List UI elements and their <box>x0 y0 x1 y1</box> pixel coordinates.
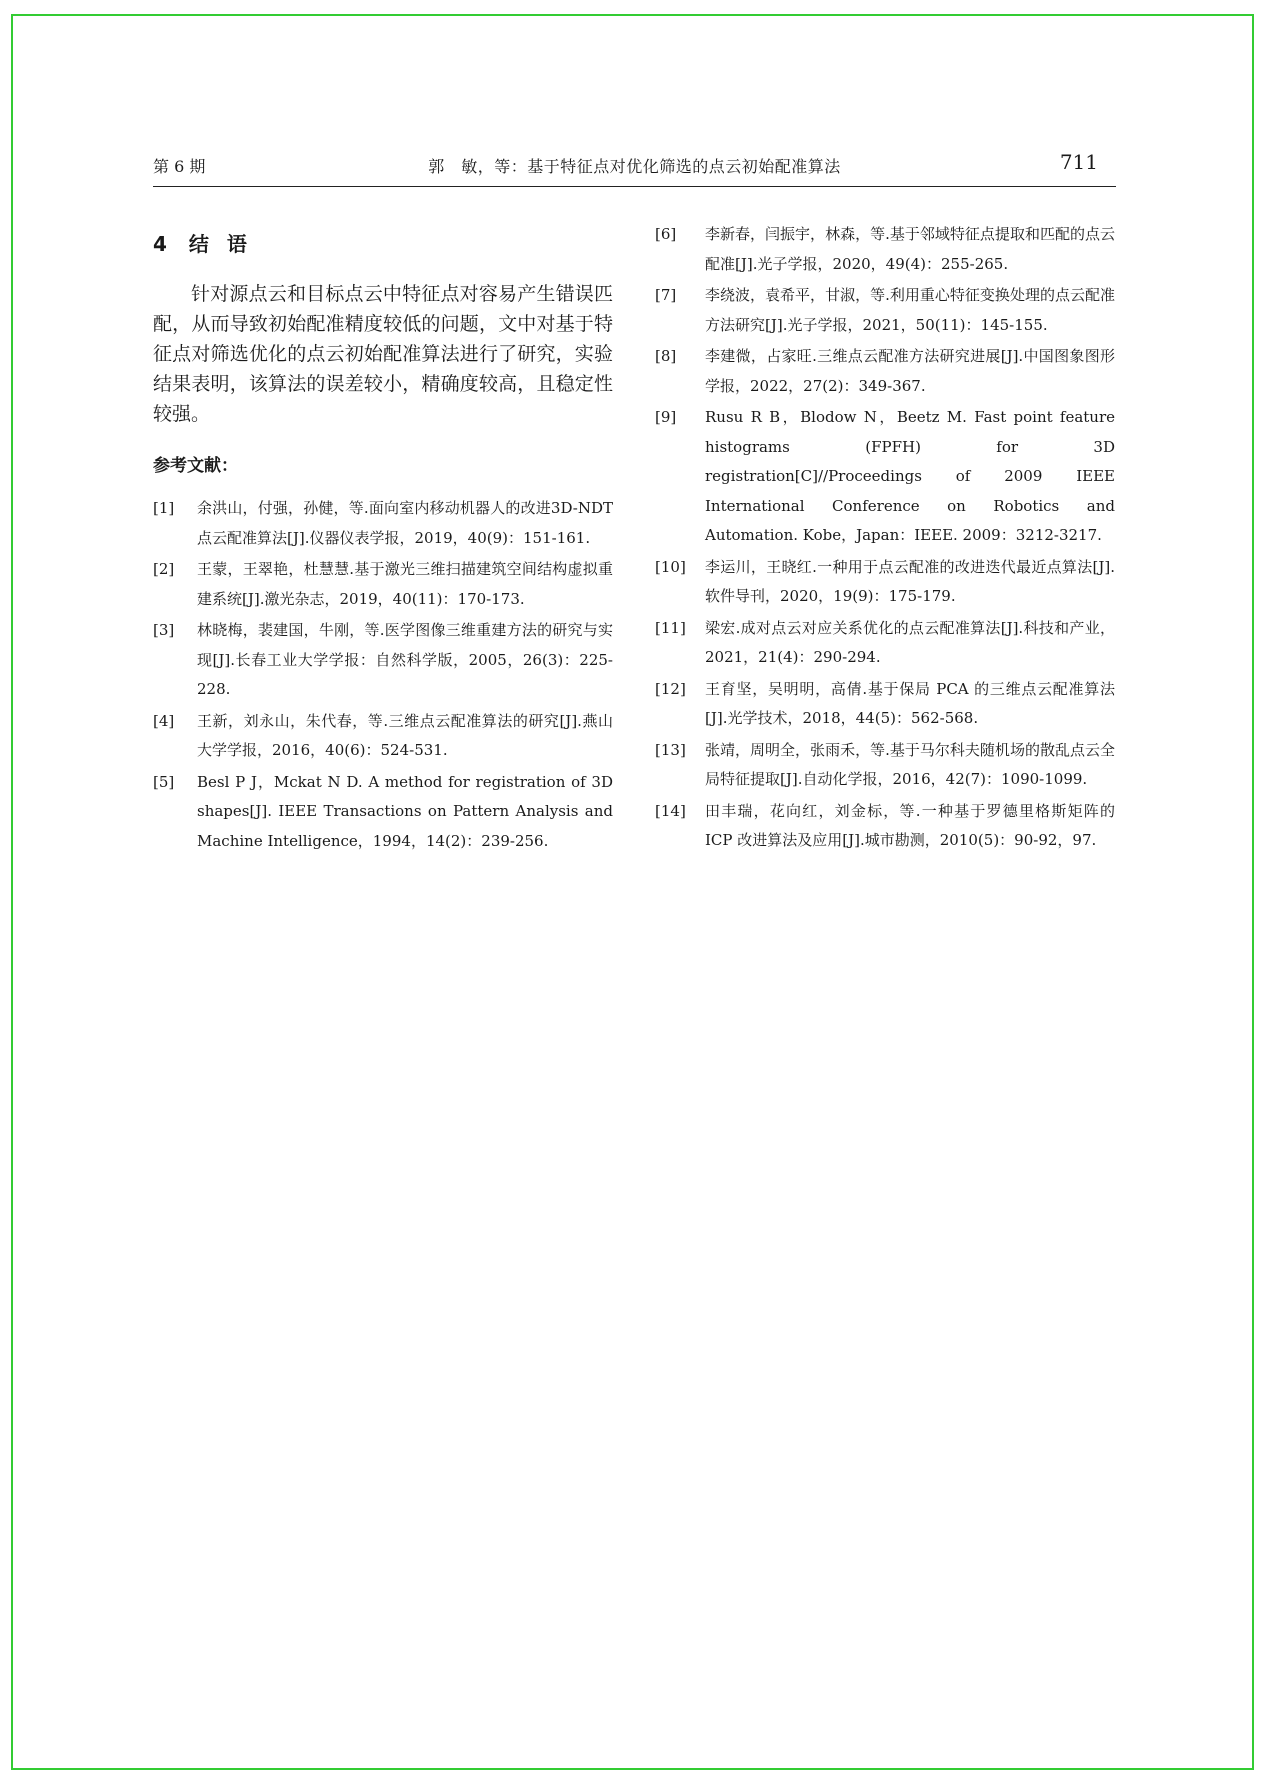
reference-item <box>655 403 1115 551</box>
reference-label: [6] <box>655 225 677 243</box>
reference-text: 林晓梅，裴建国，牛刚，等.医学图像三维重建方法的研究与实现[J].长春工业大学学报：自然科学版，2005，26(3)：225-228. <box>197 621 613 698</box>
reference-label: [13] <box>655 740 686 759</box>
reference-label: [4] <box>153 711 175 730</box>
reference-item <box>153 555 613 614</box>
reference-label: [7] <box>655 286 677 304</box>
reference-label: [10] <box>655 557 686 576</box>
left-column <box>153 220 613 858</box>
reference-text: 田丰瑞，花向红，刘金标，等.一种基于罗德里格斯矩阵的 ICP 改进算法及应用[J].城市勘测，2010(5)：90-92，97. <box>705 801 1115 849</box>
reference-label: [1] <box>153 499 175 517</box>
reference-text: 李建微，占家旺.三维点云配准方法研究进展[J].中国图象图形学报，2022，27(2)：349-367. <box>705 347 1115 395</box>
section-number: 4 <box>153 232 167 256</box>
reference-label: [8] <box>655 347 677 365</box>
issue-label: 第 6 期 <box>153 157 206 176</box>
reference-label: [14] <box>655 801 686 820</box>
reference-item <box>153 768 613 857</box>
reference-item <box>655 614 1115 673</box>
reference-item <box>655 675 1115 734</box>
reference-item <box>655 736 1115 795</box>
reference-item <box>655 220 1115 279</box>
conclusion-paragraph: 针对源点云和目标点云中特征点对容易产生错误匹配，从而导致初始配准精度较低的问题，文中对基于特征点对筛选优化的点云初始配准算法进行了研究，实验结果表明，该算法的误差较小，精确度较高，且稳定性较强。 <box>153 283 613 425</box>
reference-label: [9] <box>655 408 677 426</box>
page-number: 711 <box>1059 150 1098 174</box>
reference-item <box>655 553 1115 612</box>
reference-label: [11] <box>655 618 686 637</box>
reference-text: 张靖，周明全，张雨禾，等.基于马尔科夫随机场的散乱点云全局特征提取[J].自动化学报，2016，42(7)：1090-1099. <box>705 740 1115 788</box>
reference-text: 李运川，王晓红.一种用于点云配准的改进迭代最近点算法[J].软件导刊，2020，19(9)：175-179. <box>705 557 1115 605</box>
reference-text: 余洪山，付强，孙健，等.面向室内移动机器人的改进3D-NDT 点云配准算法[J].仪器仪表学报，2019，40(9)：151-161. <box>197 499 613 547</box>
reference-item <box>655 342 1115 401</box>
reference-item <box>655 281 1115 340</box>
reference-label: [12] <box>655 679 686 698</box>
running-header <box>153 150 1116 187</box>
reference-item <box>655 797 1115 856</box>
reference-label: [5] <box>153 772 175 791</box>
reference-text: 王蒙，王翠艳，杜慧慧.基于激光三维扫描建筑空间结构虚拟重建系统[J].激光杂志，2019，40(11)：170-173. <box>197 560 613 608</box>
section-heading <box>153 228 613 257</box>
reference-text: 李绕波，袁希平，甘淑，等.利用重心特征变换处理的点云配准方法研究[J].光子学报，2021，50(11)：145-155. <box>705 286 1115 334</box>
section-title: 结语 <box>188 232 265 256</box>
reference-label: [2] <box>153 560 175 578</box>
reference-text: 梁宏.成对点云对应关系优化的点云配准算法[J].科技和产业，2021，21(4)：290-294. <box>705 618 1115 666</box>
reference-label: [3] <box>153 621 175 639</box>
reference-item <box>153 707 613 766</box>
reference-text: 王育坚，吴明明，高倩.基于保局 PCA 的三维点云配准算法[J].光学技术，2018，44(5)：562-568. <box>705 679 1115 727</box>
right-column <box>655 220 1115 858</box>
reference-item <box>153 494 613 553</box>
running-title: 郭 敏，等：基于特征点对优化筛选的点云初始配准算法 <box>428 157 841 176</box>
reference-text: 王新，刘永山，朱代春，等.三维点云配准算法的研究[J].燕山大学学报，2016，40(6)：524-531. <box>197 711 613 759</box>
reference-text: Besl P J，Mckat N D. A method for registration of 3D shapes[J]. IEEE Transactions on Pattern Analysis and Machine Intelligence，1994，14(2)：239-256. <box>197 772 613 850</box>
references-heading: 参考文献： <box>153 456 238 476</box>
reference-item <box>153 616 613 705</box>
reference-text: 李新春，闫振宇，林森，等.基于邻域特征点提取和匹配的点云配准[J].光子学报，2020，49(4)：255-265. <box>705 225 1115 273</box>
reference-text: Rusu R B，Blodow N，Beetz M. Fast point feature histograms (FPFH) for 3D registration[C]//Proceedings of 2009 IEEE International Conference on Robotics and Automation. Kobe，Japan：IEEE. 2009：3212-3217. <box>705 408 1115 544</box>
